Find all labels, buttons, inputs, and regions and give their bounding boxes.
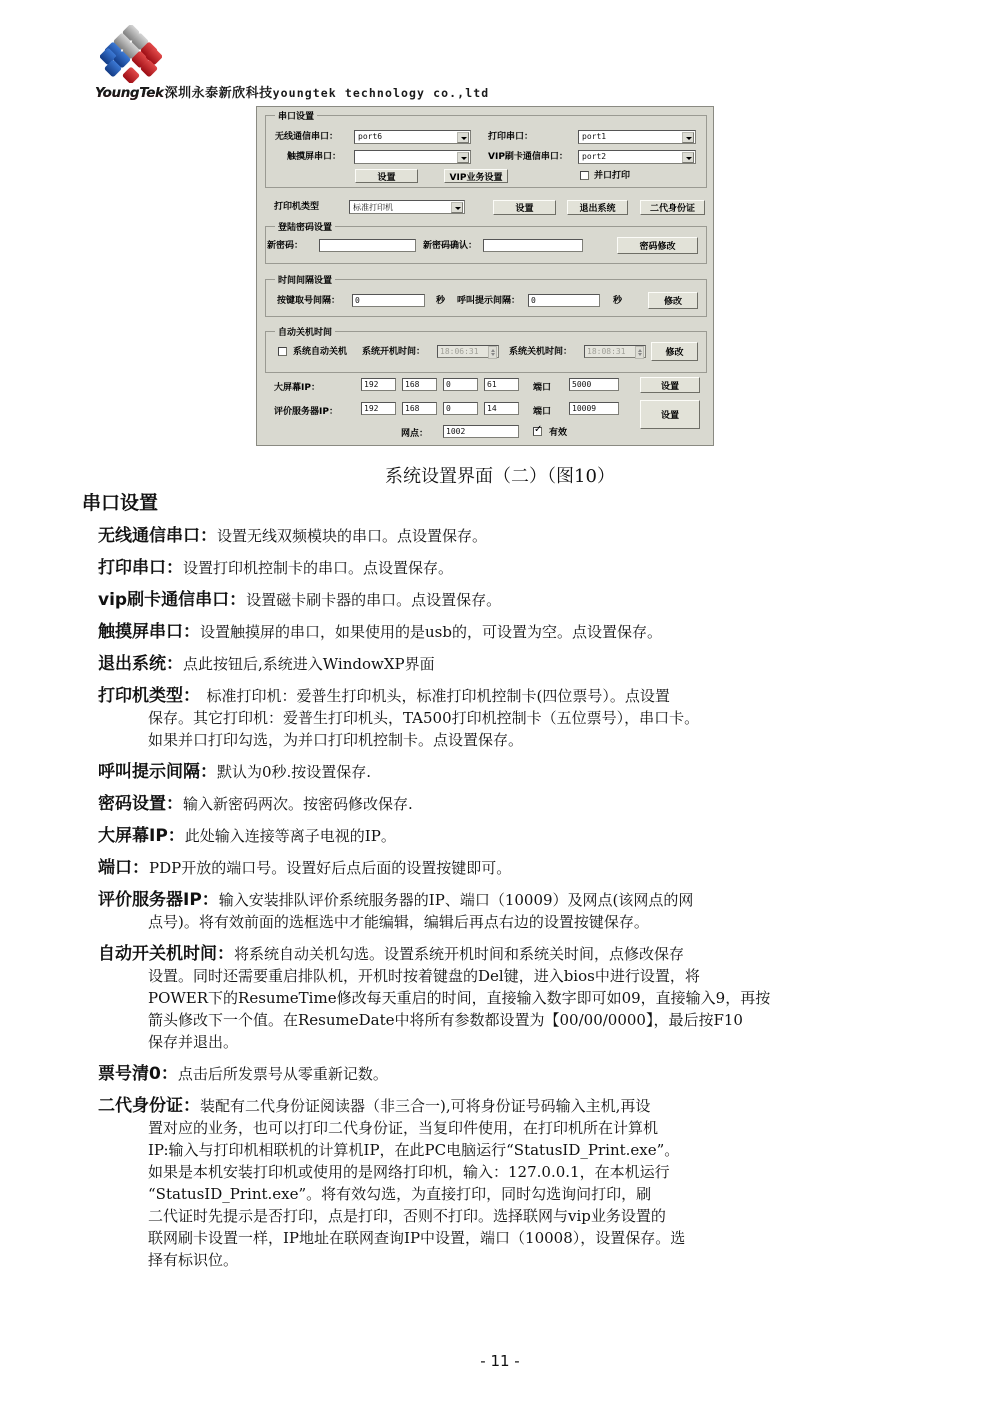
printer-type-label: 打印机类型 (274, 202, 320, 212)
vip-serial-value: port2 (582, 152, 607, 161)
print-serial-value: port1 (582, 132, 607, 141)
entry-term: 端口： (98, 858, 149, 878)
time-interval-group (265, 276, 707, 317)
entry-description: 标准打印机：爱普生打印机头，标准打印机控制卡(四位票号）。点设置 (191, 687, 670, 705)
list-item (82, 939, 918, 1052)
bigscreen-ip-label: 大屏幕IP： (274, 383, 320, 393)
entry-description: 点击后所发票号从零重新记数。 (177, 1065, 388, 1083)
key-take-interval-unit: 秒 (436, 296, 446, 306)
call-interval-label: 呼叫提示间隔： (457, 296, 521, 306)
new-password-label: 新密码： (267, 241, 304, 251)
serial-set-button[interactable]: 设置 (355, 169, 418, 183)
entry-term: 无线通信串口： (98, 526, 217, 546)
auto-shutdown-checkbox[interactable] (278, 347, 287, 356)
auto-shutdown-label: 系统自动关机 (293, 347, 348, 357)
entry-description: 输入新密码两次。按密码修改保存. (183, 795, 413, 813)
entry-description: 点此按钮后,系统进入WindowXP界面 (183, 655, 435, 673)
chevron-down-icon[interactable] (682, 152, 694, 163)
valid-label: 有效 (549, 428, 568, 438)
entry-continuation: 点号)。将有效前面的选框选中才能编辑，编辑后再点右边的设置按键保存。 (148, 913, 649, 931)
eval-ip-octet-2[interactable] (402, 402, 437, 415)
list-item (82, 821, 918, 846)
entry-description: 输入安装排队评价系统服务器的IP、端口（10009）及网点(该网点的网 (218, 891, 694, 909)
login-password-group-title: 登陆密码设置 (275, 220, 335, 233)
eval-ip-octet-1-value: 192 (364, 404, 379, 413)
print-serial-label: 打印串口： (488, 132, 534, 142)
new-password-input[interactable] (319, 239, 416, 252)
eval-port-input[interactable] (569, 402, 619, 415)
entry-continuation: 二代证时先提示是否打印，点是打印，否则不打印。选择联网与vip业务设置的 (148, 1207, 666, 1225)
page-number: - 11 - (480, 1352, 520, 1370)
eval-ip-octet-2-value: 168 (405, 404, 420, 413)
entry-term: 评价服务器IP： (98, 890, 219, 910)
bigscreen-ip-octet-1[interactable] (361, 378, 396, 391)
second-gen-id-button[interactable]: 二代身份证 (640, 200, 705, 215)
chevron-down-icon[interactable] (457, 132, 469, 143)
valid-checkbox[interactable] (533, 427, 542, 436)
eval-ip-octet-3-value: 0 (446, 404, 451, 413)
entry-continuation: 联网刷卡设置一样，IP地址在联网查询IP中设置，端口（10008），设置保存。选 (148, 1229, 686, 1247)
entry-continuation: POWER下的ResumeTime修改每天重启的时间，直接输入数字即可如09，直接输入9，再按 (148, 989, 771, 1007)
auto-shutdown-group-title: 自动关机时间 (275, 325, 335, 338)
boot-time-label: 系统开机时间： (362, 347, 426, 357)
interval-modify-button[interactable]: 修改 (648, 292, 698, 309)
serial-port-group-title: 串口设置 (275, 109, 317, 122)
entry-term: 触摸屏串口： (98, 622, 200, 642)
entry-term: 密码设置： (98, 794, 183, 814)
printer-set-button[interactable]: 设置 (493, 200, 556, 215)
bigscreen-ip-octet-3-value: 0 (446, 380, 451, 389)
login-password-group (265, 223, 707, 264)
eval-ip-octet-4-value: 14 (487, 404, 497, 413)
figure-caption: 系统设置界面（二）（图10） (385, 466, 615, 487)
bigscreen-port-label: 端口 (533, 383, 552, 393)
bigscreen-ip-octet-2-value: 168 (405, 380, 420, 389)
list-item (82, 789, 918, 814)
bigscreen-ip-octet-1-value: 192 (364, 380, 379, 389)
wireless-serial-label: 无线通信串口： (275, 132, 339, 142)
entry-continuation: 箭头修改下一个值。在ResumeDate中将所有参数都设置为【00/00/0000】，最后按F10 (148, 1011, 743, 1029)
chevron-down-icon[interactable] (457, 152, 469, 163)
off-time-input[interactable] (584, 345, 646, 358)
entry-continuation: 保存。其它打印机：爱普生打印机头，TA500打印机控制卡（五位票号），串口卡。 (148, 709, 700, 727)
page-header (95, 25, 695, 105)
list-item (82, 885, 918, 932)
definition-list (82, 521, 918, 1270)
call-interval-unit: 秒 (613, 296, 623, 306)
bigscreen-ip-octet-4-value: 61 (487, 380, 497, 389)
entry-description: 将系统自动关机勾选。设置系统开机时间和系统关时间，点修改保存 (234, 945, 685, 963)
bigscreen-port-input[interactable] (569, 378, 619, 391)
entry-term: 退出系统： (98, 654, 183, 674)
youngtek-diamond-logo-icon (100, 25, 162, 83)
eval-port-label: 端口 (533, 407, 552, 417)
list-item (82, 1091, 918, 1270)
list-item (82, 553, 918, 578)
list-item (82, 757, 918, 782)
list-item (82, 1059, 918, 1084)
parallel-print-label: 并口打印 (594, 171, 631, 181)
list-item (82, 585, 918, 610)
entry-description: PDP开放的端口号。设置好后点后面的设置按键即可。 (149, 859, 512, 877)
entry-term: 二代身份证： (98, 1096, 200, 1116)
key-take-interval-input[interactable] (352, 294, 425, 307)
touch-serial-label: 触摸屏串口： (287, 152, 342, 162)
eval-set-button[interactable]: 设置 (640, 400, 700, 429)
eval-server-ip-label: 评价服务器IP： (274, 407, 338, 417)
touch-serial-select[interactable] (354, 150, 471, 164)
printer-type-value: 标准打印机 (353, 203, 393, 212)
entry-continuation: 设置。同时还需要重启排队机，开机时按着键盘的Del键，进入bios中进行设置，将 (148, 967, 700, 985)
list-item (82, 853, 918, 878)
list-item (82, 521, 918, 546)
entry-description: 设置触摸屏的串口，如果使用的是usb的，可设置为空。点设置保存。 (200, 623, 662, 641)
wireless-serial-value: port6 (358, 132, 383, 141)
site-input[interactable] (443, 425, 519, 438)
off-time-label: 系统关机时间： (509, 347, 573, 357)
boot-time-spinner[interactable] (488, 346, 497, 359)
entry-description: 设置打印机控制卡的串口。点设置保存。 (183, 559, 454, 577)
entry-term: 票号清0： (98, 1064, 178, 1084)
chevron-down-icon[interactable] (451, 202, 463, 213)
key-take-interval-label: 按键取号间隔： (277, 296, 341, 306)
password-modify-button[interactable]: 密码修改 (617, 237, 698, 254)
entry-term: 打印机类型： (98, 686, 192, 706)
bigscreen-ip-octet-3[interactable] (443, 378, 478, 391)
boot-time-value: 18:06:31 (440, 347, 479, 356)
entry-continuation: 如果是本机安装打印机或使用的是网络打印机，输入：127.0.0.1，在本机运行 (148, 1163, 670, 1181)
vip-business-settings-button[interactable]: VIP业务设置 (444, 169, 508, 183)
auto-shutdown-group (265, 328, 707, 373)
site-value: 1002 (446, 427, 466, 436)
entry-continuation: 择有标识位。 (148, 1251, 239, 1269)
entry-term: vip刷卡通信串口： (98, 590, 247, 610)
entry-term: 打印串口： (98, 558, 183, 578)
key-take-interval-value: 0 (355, 296, 360, 305)
entry-continuation: “StatusID_Print.exe”。将有效勾选，为直接打印，同时勾选询问打印，刷 (148, 1185, 652, 1203)
eval-ip-octet-3[interactable] (443, 402, 478, 415)
off-time-value: 18:08:31 (587, 347, 626, 356)
entry-continuation: 置对应的业务，也可以打印二代身份证，当复印件使用，在打印机所在计算机 (148, 1119, 659, 1137)
bigscreen-ip-octet-2[interactable] (402, 378, 437, 391)
eval-ip-octet-4[interactable] (484, 402, 519, 415)
call-interval-input[interactable] (528, 294, 600, 307)
bigscreen-port-value: 5000 (572, 380, 592, 389)
wordmark-english: youngtek technology co.,ltd (272, 86, 490, 100)
system-settings-dialog-screenshot (256, 106, 714, 446)
wordmark-chinese: 深圳永泰新欣科技 (164, 86, 273, 101)
entry-term: 自动开关机时间： (98, 944, 234, 964)
document-body (82, 488, 918, 1277)
list-item (82, 681, 918, 750)
serial-port-group (265, 112, 707, 188)
wireless-serial-select[interactable] (354, 130, 471, 144)
eval-ip-octet-1[interactable] (361, 402, 396, 415)
entry-description: 设置无线双频模块的串口。点设置保存。 (217, 527, 488, 545)
company-wordmark (95, 82, 489, 101)
entry-term: 呼叫提示间隔： (98, 762, 217, 782)
bigscreen-ip-octet-4[interactable] (484, 378, 519, 391)
confirm-password-label: 新密码确认： (423, 241, 478, 251)
wordmark-latin: YoungTek (95, 85, 164, 101)
boot-time-input[interactable] (437, 345, 499, 358)
time-interval-group-title: 时间间隔设置 (275, 273, 335, 286)
entry-term: 大屏幕IP： (98, 826, 185, 846)
entry-continuation: 保存并退出。 (148, 1033, 239, 1051)
entry-description: 装配有二代身份证阅读器（非三合一),可将身份证号码输入主机,再设 (200, 1097, 651, 1115)
printer-type-select[interactable] (349, 200, 465, 214)
vip-serial-label: VIP刷卡通信串口： (488, 152, 568, 162)
eval-port-value: 10009 (572, 404, 597, 413)
entry-description: 此处输入连接等离子电视的IP。 (184, 827, 396, 845)
entry-continuation: 如果并口打印勾选，为并口打印机控制卡。点设置保存。 (148, 731, 524, 749)
entry-description: 默认为0秒.按设置保存. (217, 763, 372, 781)
call-interval-value: 0 (531, 296, 536, 305)
page-title: 串口设置 (82, 492, 159, 514)
chevron-down-icon[interactable] (682, 132, 694, 143)
entry-description: 设置磁卡刷卡器的串口。点设置保存。 (246, 591, 502, 609)
list-item (82, 649, 918, 674)
shutdown-modify-button[interactable]: 修改 (651, 342, 698, 361)
bigscreen-set-button[interactable]: 设置 (640, 377, 700, 393)
entry-continuation: IP:输入与打印机相联机的计算机IP，在此PC电脑运行“StatusID_Print.exe”。 (148, 1141, 680, 1159)
parallel-print-checkbox[interactable] (580, 171, 589, 180)
list-item (82, 617, 918, 642)
site-label: 网点： (401, 429, 429, 439)
vip-serial-select[interactable] (578, 150, 696, 164)
off-time-spinner[interactable] (635, 346, 644, 359)
confirm-password-input[interactable] (483, 239, 583, 252)
exit-system-button[interactable]: 退出系统 (567, 200, 628, 215)
print-serial-select[interactable] (578, 130, 696, 144)
